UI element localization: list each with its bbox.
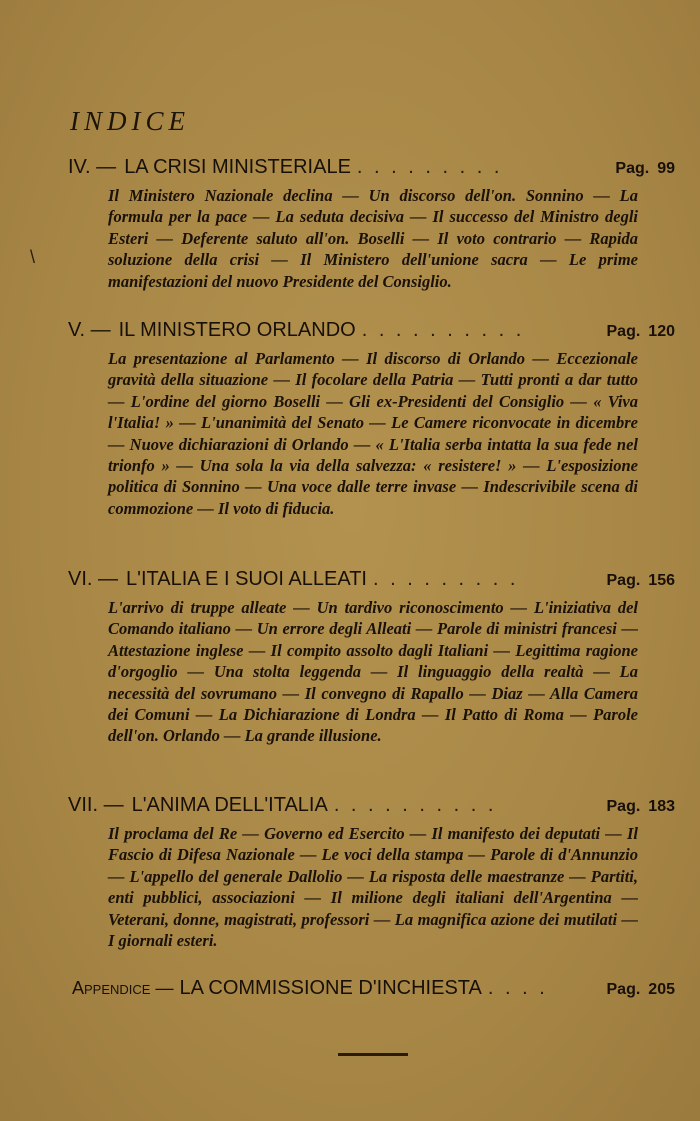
page-number: 156 [648, 572, 675, 589]
chapter-number: V. — [68, 319, 111, 341]
toc-entry-heading [68, 567, 675, 593]
closing-rule [338, 1053, 408, 1056]
chapter-title: IL MINISTERO ORLANDO [118, 319, 356, 341]
leader-dots: . . . . . . . . . [372, 568, 519, 590]
page-label: Pag. [606, 798, 641, 815]
toc-entry-vi [68, 567, 675, 747]
toc-entry-iv [68, 155, 675, 292]
appendix-label: Appendice — [72, 978, 174, 998]
leader-dots: . . . . . . . . . [356, 156, 503, 178]
chapter-summary: L'arrivo di truppe alleate — Un tardivo riconoscimento — L'iniziativa del Comando italiano — Un errore degli Alleati — Parole di ministri francesi — Attestazione inglese — Il compito assolto dagli Italiani — Legittima ragione d'orgoglio — Una stolta leggenda — Il linguaggio della realtà — La necessità del sovrumano — Il convegno di Rapallo — Diaz — Alla Camera dei Comuni — La Dichiarazione di Londra — Il Patto di Roma — Parole dell'on. Orlando — La grande illusione. [108, 598, 638, 746]
page-title: INDICE [70, 106, 190, 136]
leader-dots: . . . . [487, 977, 548, 999]
toc-entry-heading [68, 793, 675, 819]
chapter-title: LA CRISI MINISTERIALE [124, 156, 351, 178]
toc-entry-v [68, 318, 675, 519]
chapter-number: VI. — [68, 568, 119, 590]
toc-entry-heading [68, 155, 675, 181]
page-number: 99 [657, 160, 675, 177]
chapter-summary: Il proclama del Re — Governo ed Esercito — Il manifesto dei deputati — Il Fascio di Difesa Nazionale — Le voci della stampa — Parole di d'Annunzio — L'appello del generale Dallolio — La risposta delle maestranze — Partiti, enti pubblici, associazioni — Il milione degli italiani dell'Argentina — Veterani, donne, magistrati, professori — La magnifica azione dei mutilati — I giornali esteri. [108, 824, 638, 951]
toc-entry-heading [72, 976, 675, 1002]
page-label: Pag. [606, 572, 641, 589]
chapter-number: IV. — [68, 156, 117, 178]
page-label: Pag. [615, 160, 650, 177]
toc-entry-heading [68, 318, 675, 344]
page-number: 183 [648, 798, 675, 815]
chapter-summary: La presentazione al Parlamento — Il discorso di Orlando — Eccezionale gravità della situazione — Il focolare della Patria — Tutti pronti a dar tutto — L'ordine del giorno Boselli — Gli ex-Presidenti del Consiglio — « Viva l'Italia! » — L'unanimità del Senato — Le Camere riconvocate in dicembre — Nuove dichiarazioni di Orlando — « L'Italia serba intatta la sua fede nel trionfo » — Una sola la via della salvezza: « resistere! » — L'esposizione politica di Sonnino — Una voce dalle terre invase — Indescrivibile scena di commozione — Il voto di fiducia. [108, 349, 638, 518]
page-label: Pag. [606, 323, 641, 340]
chapter-number: VII. — [68, 794, 124, 816]
toc-entry-vii [68, 793, 675, 951]
page-number: 120 [648, 323, 675, 340]
page-label: Pag. [606, 981, 641, 998]
chapter-title: L'ANIMA DELL'ITALIA [131, 794, 328, 816]
leader-dots: . . . . . . . . . . [361, 319, 525, 341]
appendix-title: LA COMMISSIONE D'INCHIESTA [179, 977, 482, 999]
chapter-title: L'ITALIA E I SUOI ALLEATI [126, 568, 367, 590]
toc-entry-appendix [72, 976, 675, 1002]
leader-dots: . . . . . . . . . . [333, 794, 497, 816]
chapter-summary: Il Ministero Nazionale declina — Un discorso dell'on. Sonnino — La formula per la pace — La seduta decisiva — Il successo del Ministro degli Esteri — Deferente saluto all'on. Boselli — Il voto contrario — Rapida soluzione della crisi — Il Ministero dell'unione sacra — Le prime manifestazioni del nuovo Presidente del Consiglio. [108, 186, 638, 291]
page-number: 205 [648, 981, 675, 998]
margin-mark: \ [30, 247, 36, 267]
